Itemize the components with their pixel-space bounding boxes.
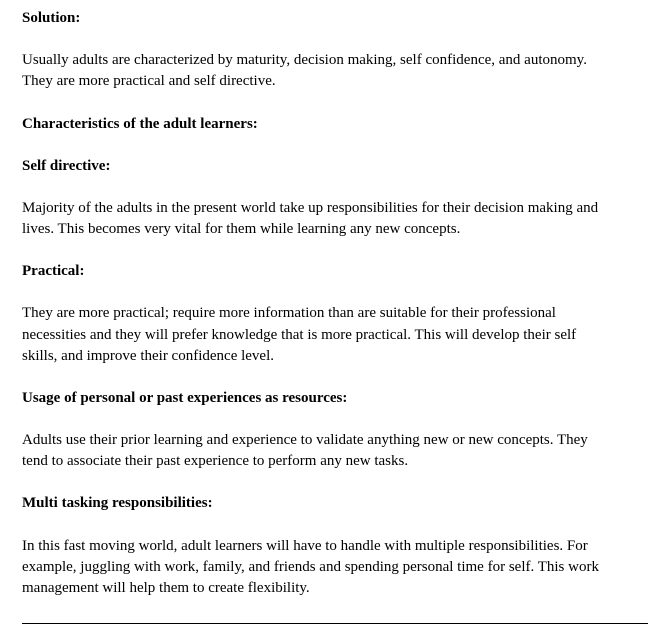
solution-heading: Solution: (22, 10, 81, 26)
paragraph-line: Majority of the adults in the present world take up responsibilities for their decision making and (22, 200, 599, 216)
section-heading: Self directive: (22, 158, 111, 174)
paragraph-line: They are more practical; require more information than are suitable for their professional (22, 305, 556, 321)
paragraph-line: lives. This becomes very vital for them while learning any new concepts. (22, 221, 461, 237)
paragraph-line: necessities and they will prefer knowledge that is more practical. This will develop their self (22, 327, 577, 343)
paragraph-line: They are more practical and self directive. (22, 73, 276, 89)
paragraph-line: management will help them to create flexibility. (22, 580, 310, 596)
paragraph-line: tend to associate their past experience to perform any new tasks. (22, 453, 409, 469)
paragraph-line: In this fast moving world, adult learners will have to handle with multiple responsibilities. For (22, 538, 588, 554)
paragraph-line: Usually adults are characterized by maturity, decision making, self confidence, and autonomy. (22, 52, 587, 68)
characteristics-heading: Characteristics of the adult learners: (22, 116, 258, 132)
horizontal-divider (22, 623, 648, 624)
paragraph-line: skills, and improve their confidence level. (22, 348, 275, 364)
section-heading: Multi tasking responsibilities: (22, 495, 213, 511)
paragraph-line: example, juggling with work, family, and friends and spending personal time for self. This work (22, 559, 599, 575)
section-heading: Practical: (22, 263, 85, 279)
section-heading: Usage of personal or past experiences as resources: (22, 390, 348, 406)
paragraph-line: Adults use their prior learning and experience to validate anything new or new concepts. They (22, 432, 588, 448)
